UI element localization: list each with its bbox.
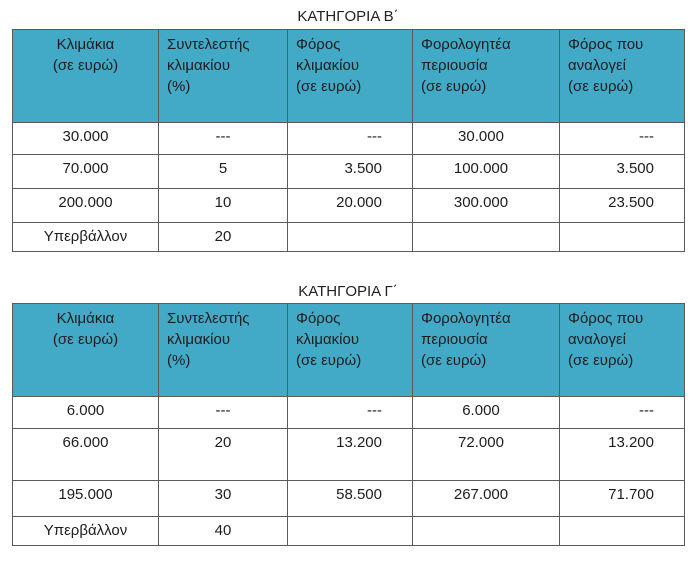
column-header-line: Φόρος bbox=[296, 310, 341, 327]
column-header-line: κλιμακίου bbox=[167, 57, 231, 74]
table-cell: 13.200 bbox=[288, 429, 413, 481]
table-cell: 30.000 bbox=[13, 123, 159, 155]
table-cell: --- bbox=[288, 123, 413, 155]
column-header-line: (σε ευρώ) bbox=[296, 78, 362, 95]
table-row bbox=[13, 155, 685, 189]
table-cell: --- bbox=[560, 123, 685, 155]
table-cell: 100.000 bbox=[413, 155, 560, 189]
column-header-line: αναλογεί bbox=[568, 57, 626, 74]
table-cell: 200.000 bbox=[13, 189, 159, 223]
column-header-line: κλιμακίου bbox=[167, 331, 231, 348]
column-header-line: (σε ευρώ) bbox=[421, 78, 487, 95]
column-header bbox=[288, 30, 413, 123]
column-header-line bbox=[13, 350, 158, 371]
table-cell: Υπερβάλλον bbox=[13, 223, 159, 252]
column-header-line: κλιμακίου bbox=[296, 331, 360, 348]
column-header-line bbox=[13, 76, 158, 97]
column-header-line: (%) bbox=[167, 78, 191, 95]
table-cell: 5 bbox=[159, 155, 288, 189]
table-cell: --- bbox=[159, 123, 288, 155]
column-header bbox=[413, 30, 560, 123]
column-header bbox=[159, 30, 288, 123]
column-header-line: (σε ευρώ) bbox=[52, 331, 119, 348]
table-c-title: ΚΑΤΗΓΟΡΙΑ Γ΄ bbox=[298, 283, 398, 300]
table-cell: 23.500 bbox=[560, 189, 685, 223]
column-header bbox=[560, 304, 685, 397]
column-header-line: (σε ευρώ) bbox=[421, 352, 487, 369]
table-cell bbox=[413, 517, 560, 546]
table-row bbox=[13, 481, 685, 517]
column-header-line: Φορολογητέα bbox=[421, 36, 511, 53]
table-cell: 70.000 bbox=[13, 155, 159, 189]
table-cell: 10 bbox=[159, 189, 288, 223]
column-header bbox=[13, 304, 159, 397]
column-header-line: αναλογεί bbox=[568, 331, 626, 348]
table-cell: 195.000 bbox=[13, 481, 159, 517]
table-row bbox=[13, 223, 685, 252]
table-row bbox=[13, 123, 685, 155]
column-header-line: (%) bbox=[167, 352, 191, 369]
header-row bbox=[13, 30, 685, 123]
table-cell bbox=[560, 517, 685, 546]
table-cell: 13.200 bbox=[560, 429, 685, 481]
table-cell: 20 bbox=[159, 223, 288, 252]
table-cell bbox=[413, 223, 560, 252]
column-header-line: Κλιμάκια bbox=[56, 36, 115, 53]
column-header-line: Συντελεστής bbox=[167, 36, 250, 53]
tax-table-category-c bbox=[12, 303, 685, 546]
column-header-line: περιουσία bbox=[421, 331, 488, 348]
table-cell: --- bbox=[288, 397, 413, 429]
table-cell: 58.500 bbox=[288, 481, 413, 517]
table-cell: 30 bbox=[159, 481, 288, 517]
table-cell: 71.700 bbox=[560, 481, 685, 517]
table-cell bbox=[288, 517, 413, 546]
table-cell: 72.000 bbox=[413, 429, 560, 481]
column-header-line: (σε ευρώ) bbox=[568, 352, 634, 369]
column-header-line: Φορολογητέα bbox=[421, 310, 511, 327]
table-cell: Υπερβάλλον bbox=[13, 517, 159, 546]
column-header-line: (σε ευρώ) bbox=[52, 57, 119, 74]
table-cell: 66.000 bbox=[13, 429, 159, 481]
table-cell: 20.000 bbox=[288, 189, 413, 223]
table-cell: 267.000 bbox=[413, 481, 560, 517]
table-cell: 20 bbox=[159, 429, 288, 481]
column-header bbox=[159, 304, 288, 397]
table-cell: 300.000 bbox=[413, 189, 560, 223]
table-cell: 30.000 bbox=[413, 123, 560, 155]
column-header bbox=[288, 304, 413, 397]
column-header-line: κλιμακίου bbox=[296, 57, 360, 74]
table-cell: 40 bbox=[159, 517, 288, 546]
tax-table-category-b bbox=[12, 29, 685, 252]
column-header bbox=[13, 30, 159, 123]
table-row bbox=[13, 397, 685, 429]
column-header-line: Φόρος bbox=[296, 36, 341, 53]
column-header-line: περιουσία bbox=[421, 57, 488, 74]
table-cell: 3.500 bbox=[288, 155, 413, 189]
column-header bbox=[560, 30, 685, 123]
table-cell: --- bbox=[560, 397, 685, 429]
table-cell bbox=[288, 223, 413, 252]
table-row bbox=[13, 517, 685, 546]
table-row bbox=[13, 429, 685, 481]
table-row bbox=[13, 189, 685, 223]
column-header-line: Φόρος που bbox=[568, 36, 644, 53]
table-cell: 6.000 bbox=[13, 397, 159, 429]
column-header-line: Κλιμάκια bbox=[56, 310, 115, 327]
table-cell: 6.000 bbox=[413, 397, 560, 429]
header-row bbox=[13, 304, 685, 397]
column-header-line: (σε ευρώ) bbox=[296, 352, 362, 369]
column-header bbox=[413, 304, 560, 397]
column-header-line: (σε ευρώ) bbox=[568, 78, 634, 95]
table-cell: --- bbox=[159, 397, 288, 429]
column-header-line: Συντελεστής bbox=[167, 310, 250, 327]
table-cell: 3.500 bbox=[560, 155, 685, 189]
column-header-line: Φόρος που bbox=[568, 310, 644, 327]
table-b-title: ΚΑΤΗΓΟΡΙΑ Β΄ bbox=[297, 8, 399, 25]
table-cell bbox=[560, 223, 685, 252]
